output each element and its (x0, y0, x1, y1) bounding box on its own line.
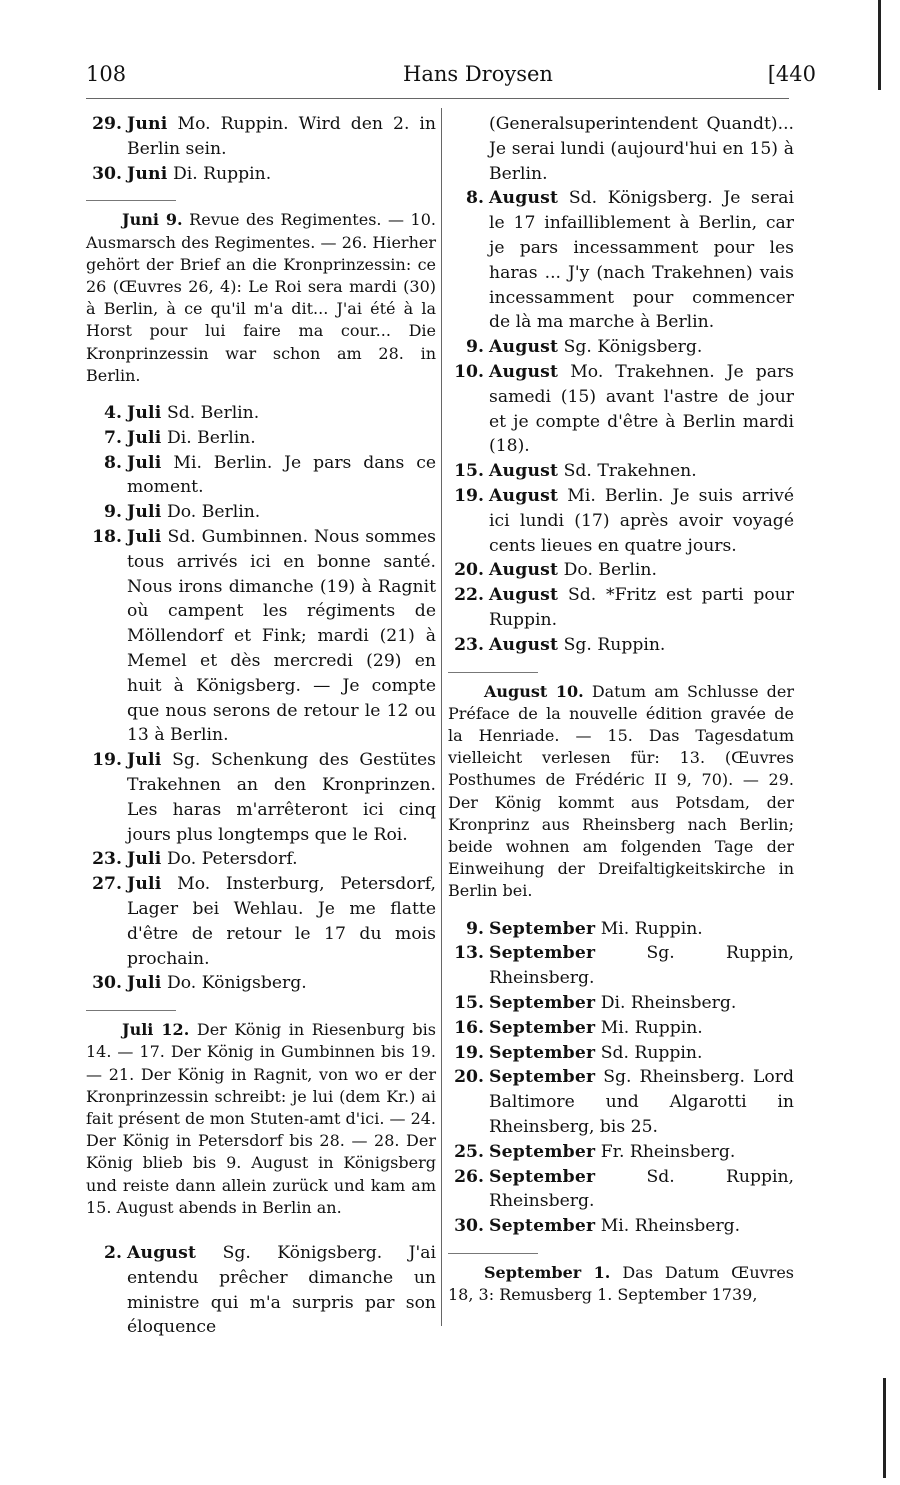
entry-text: Mo. Insterburg, Petersdorf, Lager bei Wehlau. Je me flatte d'être de retour le 17 du mois prochain. (127, 874, 436, 969)
entry-text: Mi. Rheinsberg. (600, 1216, 741, 1237)
date-entry (448, 558, 794, 583)
footnote-block (86, 1019, 436, 1219)
date-entry (448, 941, 794, 991)
entry-text: Di. Ruppin. (172, 163, 272, 184)
entry-text: Sd. Gumbinnen. Nous sommes tous arrivés ici en bonne santé. Nous irons dimanche (19) à Ragnit où campent les régiments de Möllendorf et Fink; mardi (21) à Memel et dès mercredi (29) en huit à Königsberg. — Je compte que nous serons de retour le 12 ou 13 à Berlin. (127, 527, 436, 746)
right-column (448, 112, 794, 1306)
entry-text: Sd. Trakehnen. (563, 461, 697, 482)
entry-text: Sd. Königsberg. Je serai le 17 infailliblement à Berlin, car je pars incessamment pour les haras ... J'y (nach Trakehnen) vais incessamment pour commencer de là ma marche à Berlin. (489, 188, 794, 333)
footnote-block (448, 681, 794, 903)
entry-month: Juli (127, 427, 162, 448)
entry-month: September (489, 1141, 596, 1162)
entry-text: Sd. Ruppin, Rheinsberg. (489, 1166, 795, 1212)
entry-text: Mi. Ruppin. (600, 1017, 703, 1038)
entry-month: Juli (127, 973, 162, 994)
running-title: Hans Droysen (403, 62, 553, 86)
date-entry (86, 112, 436, 162)
footnote-block (448, 1262, 794, 1306)
entry-day: 20. (454, 560, 484, 581)
entry-month: Juli (127, 849, 162, 870)
entry-text: Sg. Königsberg. (563, 337, 703, 358)
date-entry (448, 186, 794, 335)
entry-day: 26. (454, 1166, 484, 1187)
entry-day: 15. (454, 461, 484, 482)
entry-month: Juli (127, 403, 162, 424)
date-entry (448, 991, 794, 1016)
date-entry (448, 1041, 794, 1066)
entry-month: September (489, 943, 596, 964)
entry-month: August (489, 188, 559, 209)
left-column (86, 112, 436, 1340)
entry-month: August (489, 337, 559, 358)
entry-text: Sd. *Fritz est parti pour Ruppin. (489, 585, 794, 630)
footnote-block (86, 209, 436, 387)
date-entry (448, 360, 794, 459)
entry-month: Juli (127, 502, 162, 523)
date-entry (86, 971, 436, 996)
entry-month: September (489, 1017, 596, 1038)
entry-day: 25. (454, 1141, 484, 1162)
entry-text: Do. Berlin. (563, 560, 657, 581)
entry-month: August (489, 361, 559, 382)
date-entry (448, 1016, 794, 1041)
entry-month: Juli (127, 750, 162, 771)
note-head: September 1. (484, 1262, 611, 1282)
scan-edge-mark (883, 1378, 886, 1478)
column-divider (441, 108, 442, 1326)
entry-month: September (489, 1216, 596, 1237)
entry-text: Sg. Rheinsberg. Lord Baltimore und Algarotti in Rheinsberg, bis 25. (489, 1067, 794, 1137)
entry-day: 29. (92, 114, 122, 134)
entry-list-c (86, 1241, 436, 1340)
entry-text: Sd. Ruppin. (600, 1042, 703, 1063)
entry-month: August (489, 634, 559, 655)
entry-month: Juli (127, 452, 162, 473)
entry-text: Sd. Berlin. (166, 403, 260, 424)
entry-day: 4. (104, 403, 122, 424)
entry-month: September (489, 992, 596, 1013)
continuation-body: (Generalsuperintendent Quandt)... Je serai lundi (aujourd'hui en 15) à Berlin. (489, 114, 794, 184)
entry-month: August (489, 585, 559, 606)
note-head: Juni 9. (122, 210, 183, 230)
entry-day: 23. (92, 849, 122, 870)
note-text: Der König in Riesenburg bis 14. — 17. Der König in Gumbinnen bis 19. — 21. Der König in Ragnit, von wo er der Kronprinzessin schreibt: je lui (dem Kr.) ai fait présent de mon Stuten-amt d'ici. — 24. Der König in Petersdorf bis 28. — 28. Der König blieb bis 9. August in Königsberg und reiste dann allein zurück und kam am 15. August abends in Berlin an. (86, 1020, 437, 1217)
entry-text: Di. Berlin. (166, 427, 256, 448)
entry-day: 9. (466, 337, 484, 358)
date-entry (86, 162, 436, 187)
date-entry (86, 451, 436, 501)
entry-month: August (489, 560, 559, 581)
entry-text: Mo. Trakehnen. Je pars samedi (15) avant l'astre de jour et je compte d'être à Berlin mardi (18). (489, 361, 795, 457)
date-entry (448, 917, 794, 942)
entry-month: August (489, 461, 559, 482)
entry-text: Sg. Königsberg. J'ai entendu prêcher dimanche un ministre qui m'a surpris par son éloquence (127, 1242, 436, 1338)
entry-day: 27. (92, 874, 122, 895)
date-entry (86, 525, 436, 748)
entry-text: Do. Königsberg. (166, 973, 307, 994)
entry-text: Di. Rheinsberg. (600, 992, 737, 1013)
entry-text: Mi. Berlin. Je pars dans ce moment. (127, 452, 436, 498)
continuation-text (448, 112, 794, 186)
date-entry (448, 633, 794, 658)
date-entry (86, 426, 436, 451)
entry-day: 19. (92, 750, 122, 771)
entry-list-b (448, 917, 794, 1239)
date-entry (448, 1214, 794, 1239)
entry-day: 19. (454, 485, 484, 506)
entry-month: September (489, 1166, 596, 1187)
note-text: Revue des Regimentes. — 10. Ausmarsch des Regimentes. — 26. Hierher gehört der Brief an die Kronprinzessin: ce 26 (Œuvres 26, 4): Le Roi sera mardi (30) à Berlin, à ce qu'il m'a dit... J'ai été à la Horst pour lui faire ma cour... Die Kronprinzessin war schon am 28. in Berlin. (86, 210, 436, 385)
entry-month: August (489, 485, 559, 506)
entry-day: 30. (454, 1216, 484, 1237)
entry-day: 18. (92, 527, 122, 547)
note-head: Juli 12. (122, 1020, 190, 1040)
entry-day: 7. (104, 427, 122, 448)
entry-day: 13. (454, 943, 484, 964)
entry-day: 30. (92, 163, 122, 184)
entry-list-b (86, 401, 436, 996)
entry-day: 16. (454, 1017, 484, 1038)
date-entry (86, 748, 436, 847)
date-entry (448, 583, 794, 633)
entry-text: Mi. Berlin. Je suis arrivé ici lundi (17) après avoir voyagé cents lieues en quatre jours. (489, 485, 794, 556)
entry-month: Juli (127, 527, 162, 547)
entry-month: Juni (127, 163, 168, 184)
entry-text: Fr. Rheinsberg. (600, 1141, 736, 1162)
entry-text: Sg. Ruppin, Rheinsberg. (489, 943, 795, 989)
entry-day: 8. (104, 452, 122, 473)
entry-month: Juli (127, 874, 162, 895)
section-rule (448, 1253, 538, 1254)
entry-text: Sg. Schenkung des Gestütes Trakehnen an den Kronprinzen. Les haras m'arrêteront ici cinq jours plus longtemps que le Roi. (127, 750, 436, 845)
page-number: 108 (86, 62, 127, 86)
entry-month: Juni (127, 114, 168, 134)
entry-day: 9. (104, 502, 122, 523)
entry-day: 19. (454, 1042, 484, 1063)
date-entry (448, 1165, 794, 1215)
date-entry (448, 335, 794, 360)
entry-text: Mi. Ruppin. (600, 918, 703, 939)
entry-day: 15. (454, 992, 484, 1013)
entry-month: September (489, 918, 596, 939)
entry-month: September (489, 1067, 596, 1088)
section-rule (86, 200, 176, 201)
entry-day: 20. (454, 1067, 484, 1088)
scan-edge-mark (878, 0, 881, 90)
entry-text: Mo. Ruppin. Wird den 2. in Berlin sein. (127, 114, 436, 159)
note-text: Das Datum Œuvres 18, 3: Remusberg 1. September 1739, (448, 1262, 794, 1305)
entry-list-a (86, 112, 436, 186)
sheet-number: [440 (767, 62, 816, 86)
entry-day: 22. (454, 585, 484, 606)
entry-list-a (448, 186, 794, 657)
page-header (86, 58, 870, 94)
date-entry (86, 401, 436, 426)
entry-day: 2. (104, 1242, 122, 1263)
entry-day: 23. (454, 634, 484, 655)
note-text: Datum am Schlusse der Préface de la nouvelle édition gravée de la Henriade. — 15. Das Tagesdatum vielleicht verlesen für: 13. (Œuvres Posthumes de Frédéric II 9, 70). — 29. Der König kommt aus Potsdam, der Kronprinz aus Rheinsberg nach Berlin; beide wohnen am folgenden Tage der Einweihung der Dreifaltigkeitskirche in Berlin bei. (448, 681, 795, 901)
date-entry (86, 1241, 436, 1340)
date-entry (448, 459, 794, 484)
entry-day: 10. (454, 361, 484, 382)
date-entry (86, 872, 436, 971)
entry-text: Do. Berlin. (166, 502, 261, 523)
date-entry (448, 1065, 794, 1139)
entry-text: Do. Petersdorf. (166, 849, 298, 870)
entry-day: 8. (466, 188, 484, 209)
section-rule (86, 1010, 176, 1011)
date-entry (86, 847, 436, 872)
entry-day: 9. (466, 918, 484, 939)
entry-month: August (127, 1242, 197, 1263)
entry-text: Sg. Ruppin. (563, 634, 666, 655)
entry-month: September (489, 1042, 596, 1063)
date-entry (86, 500, 436, 525)
date-entry (448, 484, 794, 558)
section-rule (448, 672, 538, 673)
entry-day: 30. (92, 973, 122, 994)
date-entry (448, 1140, 794, 1165)
note-head: August 10. (484, 681, 584, 701)
header-rule (86, 98, 789, 99)
